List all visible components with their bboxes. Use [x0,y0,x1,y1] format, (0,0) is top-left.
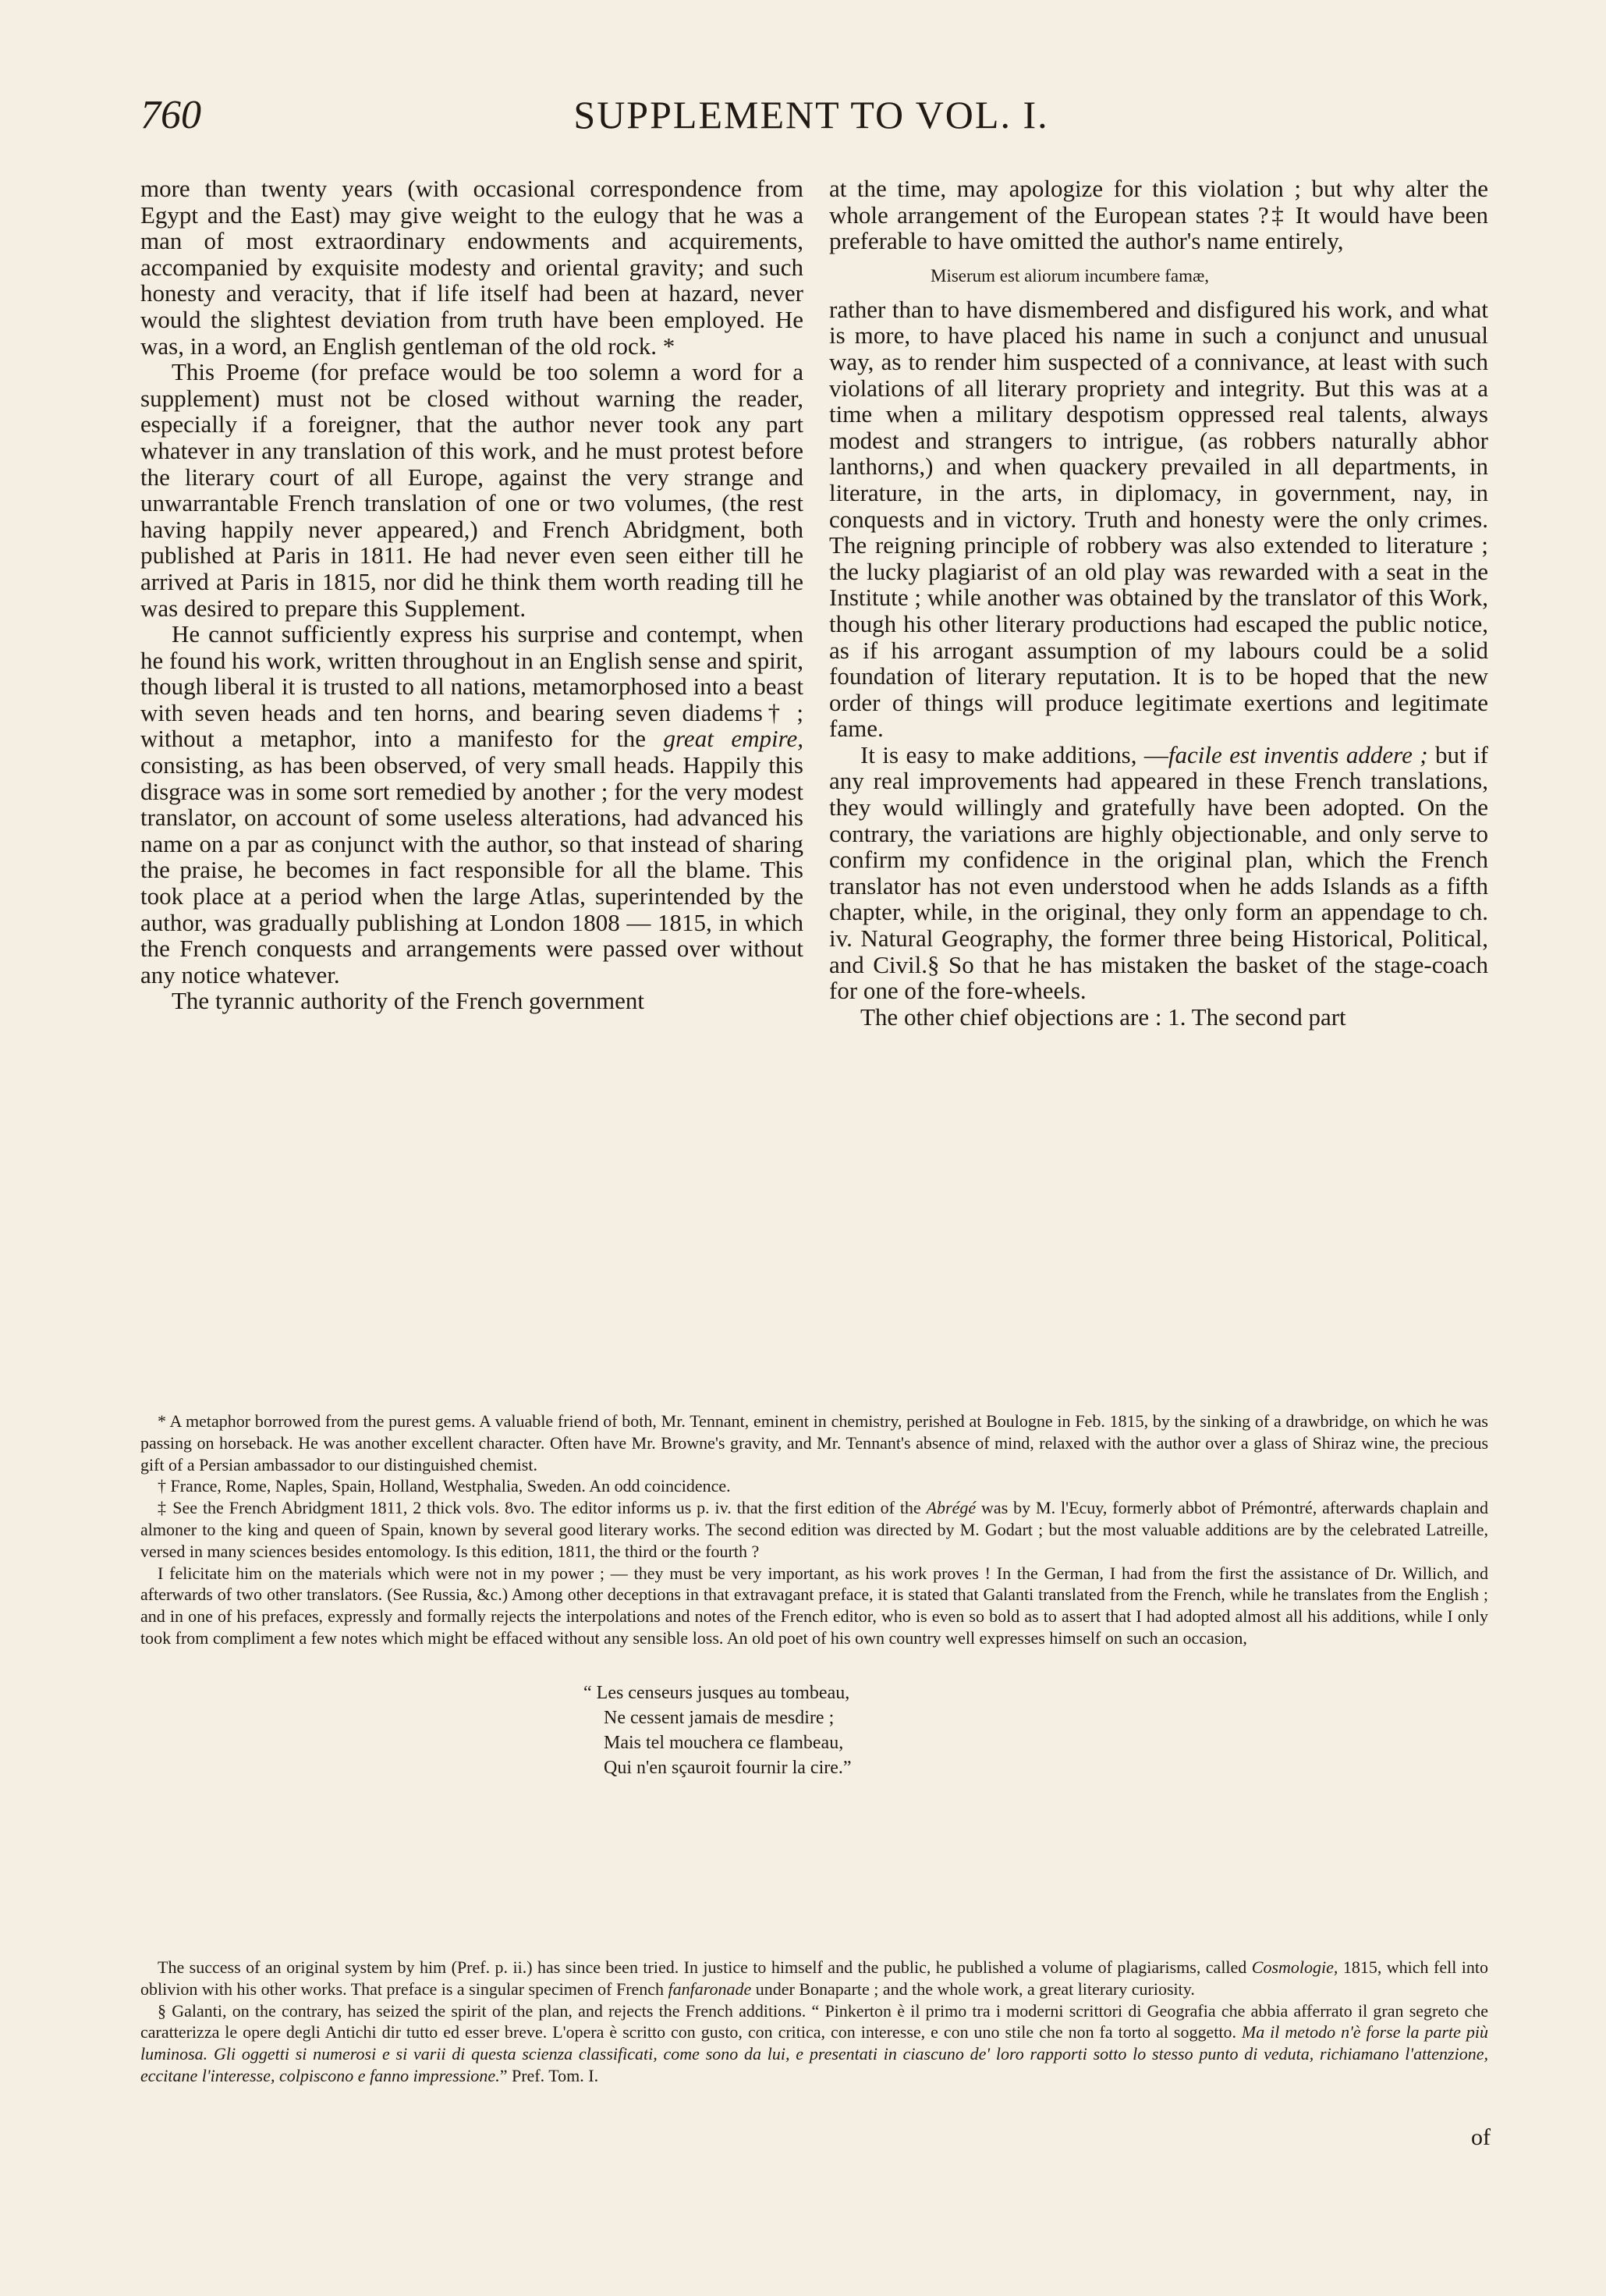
left-column [140,176,803,1014]
footnote-continuation [140,1957,1488,2000]
running-title: SUPPLEMENT TO VOL. I. [573,93,1049,137]
paragraph-text: but if any real improvements had appeared in these French translations, they would willingly and gratefully have been adopted. On the contrary, the variations are highly objectionable, and only serve to confirm my confidence in the original plan, which the French translator has not even understood when he adds Islands as a fifth chapter, while, in the original, they only form an appendage to ch. iv. Natural Geography, the former three being Historical, Political, and Civil.§ So that he has mistaken the basket of the stage-coach for one of the fore-wheels. [829,740,1488,1005]
page-header [140,92,1482,147]
emphasis: Cosmologie, [1251,1957,1338,1977]
poem-line: Ne cessent jamais de mesdire ; [604,1707,835,1728]
poem-line: “ Les censeurs jusques au tombeau, [583,1682,850,1703]
paragraph: rather than to have dismembered and disfigured his work, and what is more, to have placed his name in such a conjunct and unusual way, as to render him suspected of a connivance, at least with such violations of all literary propriety and integrity. But this was at a time when a military despotism oppressed real talents, always modest and strangers to intrigue, (as robbers naturally abhor lanthorns,) and when quackery prevailed in all departments, in literature, in the arts, in diplomacy, in government, nay, in conquests and in victory. Truth and honesty were the only crimes. The reigning principle of robbery was also extended to literature ; the lucky plagiarist of an old play was rewarded with a seat in the Institute ; while another was obtained by the translator of this Work, though his other literary productions had escaped the public notice, as if his arrogant assumption of my labours could be a solid foundation of literary reputation. It is to be hoped that the new order of things will produce legitimate exertions and legitimate fame. [829,295,1488,743]
footnote-text: The success of an original system by him (Pref. p. ii.) has since been tried. In justice to himself and the public, he published a volume of plagiarisms, called [158,1957,1247,1977]
emphasis: fanfaronade [668,1978,752,1999]
emphasis: Ma il metodo n'è forse la parte più luminosa. Gli oggetti si numerosi e si varii di questa scienza classificati, come sono da lui, e presentati in ciascuno de' loro rapporti sotto lo stesso punto di veduta, richiamano l'attenzione, eccitane l'interesse, colpiscono e fanno impressione. [140,2022,1488,2085]
paragraph-text: consisting, as has been observed, of very small heads. Happily this disgrace was in some sort remedied by another ; for the very modest translator, on account of some useless alterations, had advanced his name on a par as conjunct with the author, so that instead of sharing the praise, he becomes in fact responsible for all the blame. This took place at a period when the large Atlas, superintended by the author, was gradually publishing at London 1808 — 1815, in which the French conquests and arrangements were passed over without any notice whatever. [140,751,803,988]
catchword: of [1471,2124,1491,2150]
paragraph [140,621,803,988]
french-poem [583,1680,1488,1780]
footnote-star: * A metaphor borrowed from the purest gems. A valuable friend of both, Mr. Tennant, eminent in chemistry, perished at Boulogne in Feb. 1815, by the sinking of a drawbridge, on which he was passing on horseback. He was another excellent character. Often have Mr. Browne's gravity, and Mr. Tennant's absence of mind, relaxed with the author over a glass of Shiraz wine, the precious gift of a Persian ambassador to our distinguished chemist. [140,1411,1488,1474]
footnote-text: ‡ See the French Abridgment 1811, 2 thick vols. 8vo. The editor informs us p. iv. that the first edition of the [158,1498,921,1518]
paragraph-text: It is easy to make additions, — [860,740,1168,768]
right-column [829,176,1488,1030]
paragraph: This Proeme (for preface would be too solemn a word for a supplement) must not be closed without warning the reader, especially if a foreigner, that the author never took any part whatever in any translation of this work, and he must protest before the literary court of all Europe, against the very strange and unwarrantable French translation of one or two volumes, (the rest having happily never appeared,) and French Abridgment, both published at Paris in 1811. He had never even seen either till he arrived at Paris in 1815, nor did he think them worth reading till he was desired to prepare this Supplement. [140,358,803,622]
paragraph [829,742,1488,1004]
footnotes-lower [140,1957,1488,2087]
footnote-continuation: I felicitate him on the materials which were not in my power ; — they must be very important, as his work proves ! In the German, I had from the first the assistance of Dr. Willich, and afterwards of two other translators. (See Russia, &c.) Among other deceptions in that extravagant preface, it is stated that Galanti translated from the French, while he translates from the English ; and in one of his prefaces, expressly and formally rejects the interpolations and notes of the French editor, who is even so bold as to assert that I had adopted almost all his additions, while I only took from compliment a few notes which might be effaced without any sensible loss. An old poet of his own country well expresses himself on such an occasion, [140,1563,1488,1648]
emphasis: great empire, [663,725,804,753]
paragraph: The tyrannic authority of the French government [172,987,645,1015]
poem-line: Mais tel mouchera ce flambeau, [604,1732,844,1753]
footnote-dagger: † France, Rome, Naples, Spain, Holland, Westphalia, Sweden. An odd coincidence. [158,1476,731,1496]
page-number: 760 [140,93,201,137]
footnote-text: § Galanti, on the contrary, has seized the spirit of the plan, and rejects the French additions. “ Pinkerton è il primo tra i moderni scrittori di Geografia che abbia afferrato il gran segreto che caratterizza le opere degli Antichi dir tutto ed esser breve. L'opera è scritto con gusto, con critica, con interesse, e con uno stile che non fa torto al soggetto. [140,2000,1488,2042]
latin-verse: Miserum est aliorum incumbere famæ, [931,265,1210,286]
footnote-text: ” Pref. Tom. I. [499,2065,599,2085]
paragraph: more than twenty years (with occasional correspondence from Egypt and the East) may give weight to the eulogy that he was a man of most extraordinary endowments and acquirements, accompanied by exquisite modesty and oriental gravity; and such honesty and veracity, that if life itself had been at hazard, never would the slightest deviation from truth have been employed. He was, in a word, an English gentleman of the old rock. * [140,175,803,360]
emphasis: facile est inventis addere ; [1168,740,1428,768]
emphasis: Abrégé [926,1498,977,1518]
paragraph: The other chief objections are : 1. The second part [860,1003,1346,1031]
footnote-text: under Bonaparte ; and the whole work, a great literary curiosity. [755,1978,1195,1999]
paragraph: at the time, may apologize for this violation ; but why alter the whole arrangement of the European states ?‡ It would have been preferable to have omitted the author's name entirely, [829,175,1488,255]
footnote-text: was by M. l'Ecuy, formerly abbot of Prémontré, afterwards chaplain and almoner to the king and queen of Spain, known by several good literary works. The second edition was directed by M. Godart ; but the most valuable additions are by the celebrated Latreille, versed in many sciences besides entomology. Is this edition, 1811, the third or the fourth ? [140,1498,1489,1561]
footnote-double-dagger [140,1497,1488,1562]
footnotes [140,1411,1488,1812]
footnote-text: 1815, which fell into oblivion with his other works. That preface is a singular specimen of French [140,1957,1488,1999]
footnote-section [140,2000,1488,2087]
paragraph-text: He cannot sufficiently express his surprise and contempt, when he found his work, written throughout in an English sense and spirit, though liberal it is trusted to all nations, metamorphosed into a beast with seven heads and ten horns, and bearing seven diadems† ; without a metaphor, into a manifesto for the [140,620,803,753]
poem-line: Qui n'en sçauroit fournir la cire.” [604,1757,852,1778]
